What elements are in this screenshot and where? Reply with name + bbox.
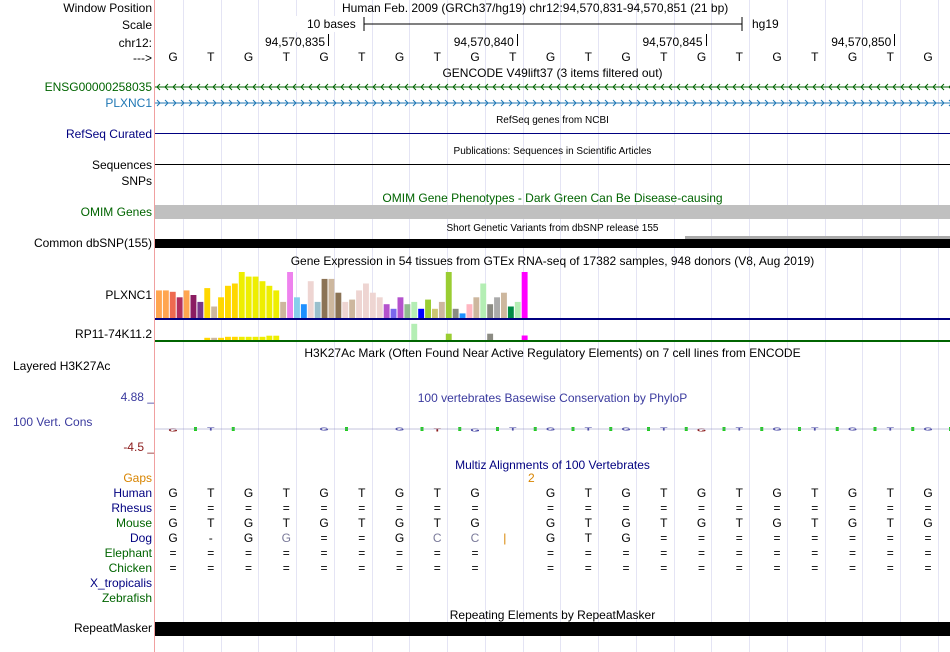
h3k27ac-title: H3K27Ac Mark (Often Found Near Active Regulatory Elements) on 7 cell lines from ENCODE [304,346,801,360]
alignment-base: = [924,546,932,560]
gtex-bar[interactable] [156,290,162,318]
alignment-base: = [207,561,215,575]
gtex-bar[interactable] [301,304,307,318]
alignment-base: = [584,546,592,560]
conservation-logo-letter: G [545,426,556,432]
alignment-base: = [735,501,743,515]
alignment-base: = [546,546,554,560]
coordinate-label: 94,570,840 [453,35,514,49]
alignment-base: = [433,501,441,515]
gap-marker: 2 [528,471,535,485]
species-label[interactable]: Mouse [115,516,152,530]
alignment-base: = [886,561,894,575]
gtex-bar[interactable] [308,281,314,318]
alignment-base: = [622,546,630,560]
gtex-bar-small[interactable] [204,338,210,340]
coordinate-label: 94,570,845 [642,35,703,49]
conservation-logo-letter: T [735,426,743,432]
omim-title: OMIM Gene Phenotypes - Dark Green Can Be Disease-causing [382,191,723,205]
gtex-bar-small[interactable] [273,336,279,340]
alignment-base: T [207,486,215,500]
species-label[interactable]: Rhesus [111,501,152,515]
conservation-chart[interactable] [155,405,950,455]
conservation-label[interactable]: 100 Vert. Cons [13,415,93,429]
alignment-base: T [735,516,743,530]
alignment-base: G [923,486,933,500]
base-letter: T [509,50,517,64]
species-label[interactable]: Zebrafish [101,591,152,605]
gtex-bar-small[interactable] [239,337,245,340]
alignment-base: G [621,486,631,500]
alignment-base: G [545,531,556,545]
alignment-base: T [433,486,441,500]
gaps-label: Gaps [123,471,152,485]
alignment-base: T [811,486,819,500]
alignment-base: G [772,486,782,500]
alignment-base: = [282,501,290,515]
conservation-logo-letter: G [923,426,933,432]
gtex-bar-highlight[interactable] [446,334,452,340]
gtex-bar[interactable] [460,313,466,318]
gtex-label-plxnc1[interactable]: PLXNC1 [105,288,152,302]
conservation-logo-letter: G [168,427,178,433]
gtex-bar[interactable] [453,309,459,318]
publications-title: Publications: Sequences in Scientific Articles [453,146,652,157]
gtex-bar-small[interactable] [225,337,231,340]
gencode-title: GENCODE V49lift37 (3 items filtered out) [442,66,663,80]
track-area[interactable] [155,0,950,652]
base-letter: G [168,50,178,64]
gtex-bar[interactable] [356,290,362,318]
gtex-bar[interactable] [404,304,410,318]
alignment-base: C [432,531,442,545]
gtex-bar[interactable] [439,302,445,318]
alignment-base: = [207,501,215,515]
alignment-base: T [207,516,215,530]
alignment-base: T [584,531,592,545]
alignment-base: G [394,516,405,530]
conservation-min-label: -4.5 _ [123,440,154,454]
strand-label: ---> [133,51,152,65]
base-letter: T [358,50,366,64]
conservation-max-label: 4.88 _ [120,390,154,404]
gtex-bar[interactable] [315,302,321,318]
gtex-bar[interactable] [204,288,210,318]
coordinate-tick [517,34,518,46]
base-letter: G [847,50,858,64]
coordinate-label: 94,570,850 [831,35,892,49]
scale-bar-text: 10 bases [307,17,356,31]
alignment-base: G [281,531,291,545]
alignment-base: = [811,531,819,545]
alignment-base: T [358,486,366,500]
gtex-bar[interactable] [515,302,521,318]
alignment-base: G [394,531,405,545]
track-labels [0,0,154,652]
base-letter: G [319,50,329,64]
gtex-bar-highlight[interactable] [522,336,528,341]
coordinate-tick [706,34,707,46]
base-letter: T [584,50,592,64]
alignment-base: T [811,516,819,530]
gtex-bar[interactable] [163,290,169,318]
gtex-bar[interactable] [335,293,341,318]
alignment-base: T [584,486,592,500]
gtex-bar[interactable] [398,297,404,318]
gtex-bar[interactable] [487,304,493,318]
alignment-base: = [886,501,894,515]
multiz-title: Multiz Alignments of 100 Vertebrates [455,458,650,472]
alignment-base: T [282,486,290,500]
gtex-label-rp11[interactable]: RP11-74K11.2 [75,327,152,341]
alignment-base: G [545,516,556,530]
alignment-base: = [811,561,819,575]
alignment-base: = [395,561,403,575]
alignment-base: = [924,561,932,575]
base-letter: G [621,50,631,64]
alignment-base: = [320,501,328,515]
coordinate-label: 94,570,835 [264,35,325,49]
gtex-bar-small[interactable] [260,337,266,340]
alignment-base: = [660,561,668,575]
base-letter: G [696,50,707,64]
alignment-base: = [169,501,177,515]
gtex-bar[interactable] [522,272,528,318]
alignment-base: G [394,486,405,500]
gtex-bar[interactable] [508,307,514,319]
gtex-bar-small[interactable] [211,338,217,340]
gtex-bar[interactable] [349,300,355,318]
alignment-base: = [886,531,894,545]
alignment-base: = [660,531,668,545]
alignment-base: = [471,561,479,575]
conservation-logo-letter: T [584,426,592,432]
species-label[interactable]: Chicken [108,561,152,575]
gencode-label-ensg[interactable]: ENSG00000258035 [44,80,152,94]
gtex-bar[interactable] [363,284,369,319]
conservation-logo-letter: G [696,427,707,433]
gtex-bar[interactable] [197,302,203,318]
gtex-title: Gene Expression in 54 tissues from GTEx RNA-seq of 17382 samples, 948 donors (V8, Aug 2019) [290,254,815,268]
species-label[interactable]: Dog [129,531,152,545]
gtex-bar[interactable] [391,309,397,318]
alignment-base: = [622,561,630,575]
gtex-bar[interactable] [184,290,190,318]
alignment-base: = [848,561,856,575]
alignment-base: = [697,546,705,560]
alignment-base: T [886,516,894,530]
alignment-base: T [660,516,668,530]
alignment-base: = [395,501,403,515]
gtex-bar-highlight[interactable] [487,334,493,340]
omim-label[interactable]: OMIM Genes [80,205,152,219]
alignment-base: = [735,531,743,545]
gtex-bar[interactable] [494,297,500,318]
assembly-label: hg19 [752,17,779,31]
refseq-label[interactable]: RefSeq Curated [65,127,152,141]
base-letter: T [735,50,743,64]
alignment-base: | [503,531,507,545]
alignment-base: = [735,561,743,575]
base-letter: T [886,50,894,64]
alignment-base: T [660,486,668,500]
conservation-logo-letter: G [772,426,782,432]
alignment-base: = [848,546,856,560]
alignment-base: = [471,546,479,560]
publications-line[interactable] [155,164,950,165]
alignment-base: = [811,501,819,515]
gtex-bar-small[interactable] [246,337,252,340]
alignment-base: = [358,531,366,545]
conservation-logo-letter: G [319,426,329,432]
alignment-base: = [244,501,252,515]
alignment-base: = [358,546,366,560]
alignment-base: G [470,486,480,500]
gtex-bar[interactable] [480,284,486,319]
gtex-bar[interactable] [239,272,245,318]
refseq-line[interactable] [155,133,950,134]
species-label[interactable]: Human [113,486,152,500]
repeatmasker-title: Repeating Elements by RepeatMasker [449,608,656,622]
alignment-base: = [282,546,290,560]
alignment-base: G [621,531,631,545]
base-letter: T [433,50,441,64]
gtex-bar[interactable] [432,309,438,318]
alignment-base: G [923,516,933,530]
alignment-base: T [358,516,366,530]
gtex-bar[interactable] [411,302,417,318]
alignment-base: = [433,546,441,560]
alignment-base: G [168,531,178,545]
alignment-base: G [696,486,707,500]
alignment-base: G [319,486,329,500]
alignment-base: = [282,561,290,575]
gtex-bar[interactable] [322,279,328,318]
alignment-base: = [395,546,403,560]
alignment-base: G [772,516,782,530]
conservation-logo-letter: G [621,426,631,432]
alignment-base: = [886,546,894,560]
conservation-logo-letter: G [470,427,480,433]
gtex-bar[interactable] [377,297,383,318]
gtex-bar[interactable] [225,286,231,318]
alignment-base: = [697,501,705,515]
conservation-title: 100 vertebrates Basewise Conservation by PhyloP [417,391,688,405]
alignment-base: = [660,501,668,515]
alignment-base: - [208,531,213,545]
coordinate-tick [328,34,329,46]
scale-label: Scale [121,18,152,32]
gtex-bar[interactable] [170,292,176,318]
alignment-base: = [773,531,781,545]
gtex-bar[interactable] [342,302,348,318]
alignment-base: = [584,501,592,515]
gtex-bar[interactable] [177,297,183,318]
window-position-text: Human Feb. 2009 (GRCh37/hg19) chr12:94,570,831-94,570,851 (21 bp) [342,1,729,15]
alignment-base: G [243,516,254,530]
alignment-base: = [320,561,328,575]
alignment-base: = [773,561,781,575]
base-letter: T [660,50,668,64]
alignment-base: G [847,486,858,500]
base-letter: G [470,50,480,64]
conservation-logo-letter: T [660,426,668,432]
alignment-base: T [433,516,441,530]
repeatmasker-label[interactable]: RepeatMasker [73,621,152,635]
alignment-base: G [243,486,254,500]
scale-bar [155,14,950,34]
h3k27ac-label[interactable]: Layered H3K27Ac [13,359,111,373]
gtex-bar[interactable] [273,290,279,318]
species-label[interactable]: X_tropicalis [89,576,152,590]
alignment-base: G [545,486,556,500]
alignment-base: = [433,561,441,575]
gtex-bar[interactable] [384,304,390,318]
gtex-bar[interactable] [446,272,452,318]
alignment-base: = [584,561,592,575]
base-letter: G [243,50,254,64]
gtex-bar[interactable] [232,284,238,319]
conservation-logo-letter: T [433,427,441,433]
gtex-chart[interactable] [155,268,950,344]
alignment-base: = [848,501,856,515]
base-letter: T [207,50,215,64]
gtex-bar[interactable] [467,304,473,318]
alignment-base: G [621,516,631,530]
alignment-base: = [358,561,366,575]
alignment-base: = [924,501,932,515]
dbsnp-title: Short Genetic Variants from dbSNP release 155 [446,223,659,234]
gtex-bar[interactable] [418,309,424,318]
alignment-base: = [924,531,932,545]
dbsnp-bar[interactable] [155,239,950,248]
gtex-bar[interactable] [260,281,266,318]
alignment-base: = [207,546,215,560]
alignment-base: T [886,486,894,500]
dbsnp-label[interactable]: Common dbSNP(155) [33,236,152,250]
coordinate-tick [894,34,895,46]
alignment-base: T [584,516,592,530]
alignment-base: = [773,501,781,515]
alignment-base: G [696,516,707,530]
gtex-bar-small[interactable] [253,337,259,340]
alignment-base: T [735,486,743,500]
alignment-base: = [244,546,252,560]
gtex-bar[interactable] [211,307,217,319]
alignment-base: = [244,561,252,575]
omim-bar[interactable] [155,205,950,219]
alignment-base: C [470,531,480,545]
gtex-bar-highlight[interactable] [411,324,417,340]
gtex-bar[interactable] [473,297,479,318]
alignment-base: = [622,501,630,515]
conservation-logo-letter: G [394,426,405,432]
alignment-base: = [773,546,781,560]
gtex-bar[interactable] [294,297,300,318]
base-letter: T [811,50,819,64]
base-letter: T [282,50,290,64]
base-letter: G [923,50,933,64]
gtex-bar-small[interactable] [232,337,238,340]
gtex-bar[interactable] [280,302,286,318]
repeatmasker-bar[interactable] [155,622,950,636]
conservation-logo-letter: T [207,426,215,432]
alignment-base: G [168,516,178,530]
gtex-bar[interactable] [191,295,197,318]
alignment-base: = [811,546,819,560]
chrom-label: chr12: [118,36,152,50]
publications-label[interactable]: Sequences [91,158,152,172]
alignment-base: = [660,546,668,560]
gtex-bar-small[interactable] [266,336,272,340]
conservation-logo-letter: T [811,426,819,432]
alignment-base: G [847,516,858,530]
gtex-bar[interactable] [253,277,259,318]
alignment-base: G [168,486,178,500]
alignment-base: G [319,516,329,530]
gtex-bar[interactable] [425,300,431,318]
gtex-bar-small[interactable] [218,338,224,340]
gtex-bar[interactable] [218,297,224,318]
base-letter: G [545,50,556,64]
alignment-base: = [848,531,856,545]
alignment-base: = [358,501,366,515]
alignment-base: = [546,561,554,575]
refseq-title: RefSeq genes from NCBI [496,115,609,126]
conservation-logo-letter: T [886,426,894,432]
snps-label[interactable]: SNPs [121,174,152,188]
gtex-bar[interactable] [246,277,252,318]
window-position-label: Window Position [63,1,152,15]
alignment-base: G [470,516,480,530]
alignment-base: = [546,501,554,515]
alignment-base: = [169,561,177,575]
gtex-bar[interactable] [501,293,507,318]
conservation-logo-letter: G [847,426,858,432]
alignment-base: = [697,531,705,545]
alignment-base: = [169,546,177,560]
gtex-bar[interactable] [370,293,376,318]
alignment-base: T [282,516,290,530]
gencode-features[interactable] [155,80,950,110]
species-label[interactable]: Elephant [104,546,152,560]
gtex-bar[interactable] [266,286,272,318]
base-letter: G [772,50,782,64]
alignment-base: = [471,501,479,515]
base-letter: G [394,50,405,64]
alignment-base: G [243,531,254,545]
gtex-bar[interactable] [329,279,335,318]
conservation-logo-letter: T [509,426,517,432]
alignment-base: = [697,561,705,575]
alignment-base: = [735,546,743,560]
alignment-base: = [320,546,328,560]
alignment-base: = [320,531,328,545]
gtex-bar[interactable] [287,272,293,318]
gencode-label-plxnc1[interactable]: PLXNC1 [105,96,152,110]
